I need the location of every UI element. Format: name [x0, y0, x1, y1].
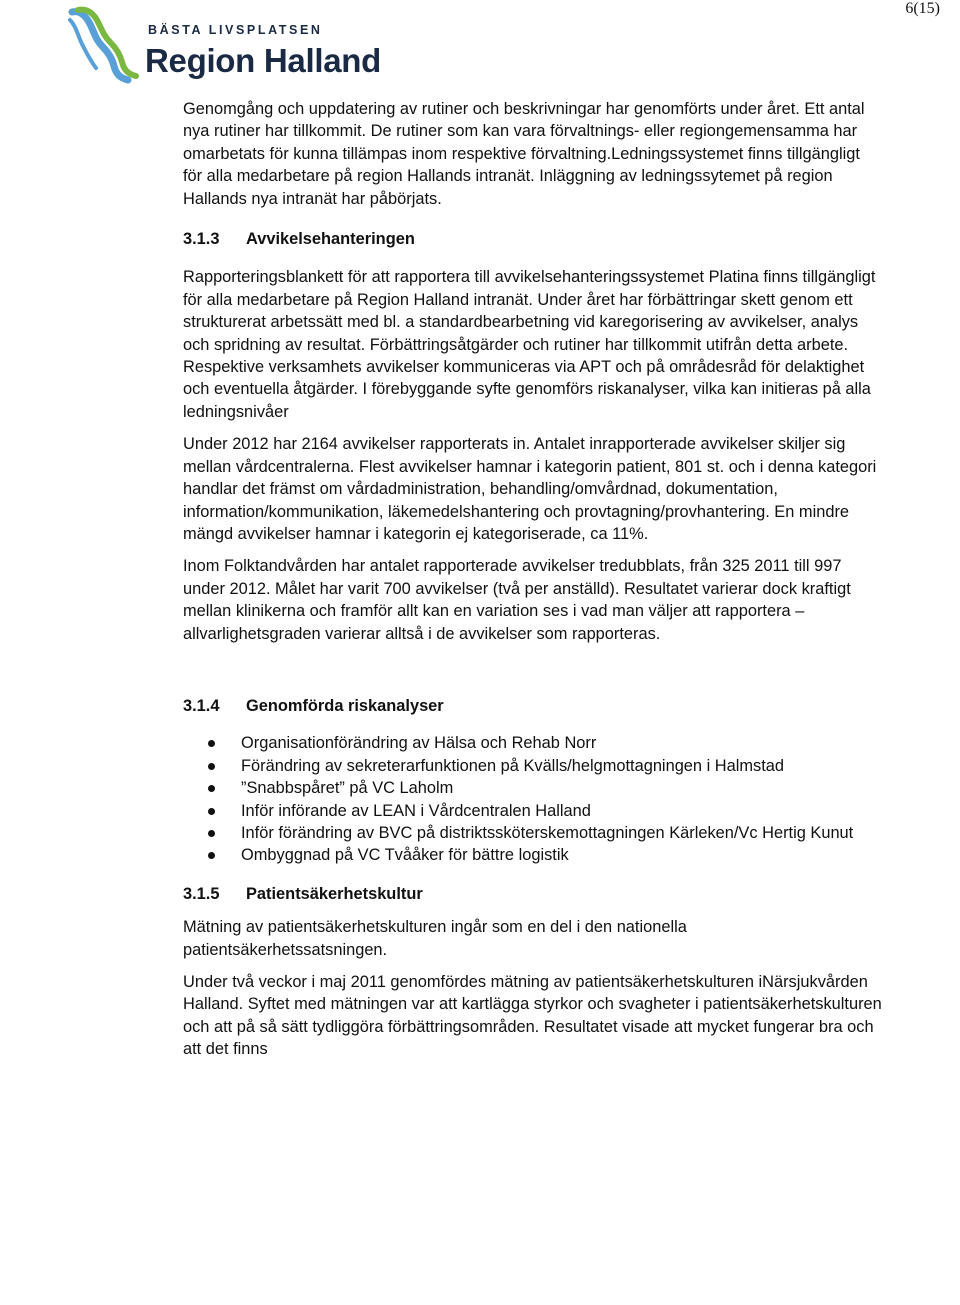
paragraph: Under 2012 har 2164 avvikelser rapporterats in. Antalet inrapporterade avvikelser skiljer sig mellan vårdcentralerna. Flest avvikelser hamnar i kategorin patient, 801 st. och i denna kategori handlar det främst om vårdadministration, behandling/omvårdnad, dokumentation, information/kommunikation, läkemedelshantering och provtagning/provhantering. En mindre mängd avvikelser hamnar i kategorin ej kategoriserade, ca 11%.	[183, 435, 877, 543]
list-item	[183, 844, 883, 866]
section-number: 3.1.5	[183, 884, 220, 903]
section-title: Genomförda riskanalyser	[246, 696, 444, 715]
section-heading-3-1-4	[183, 695, 883, 717]
logo-tagline: BÄSTA LIVSPLATSEN	[148, 23, 323, 37]
list-item	[183, 822, 883, 844]
list-item-text: Organisationförändring av Hälsa och Rehab Norr	[241, 734, 597, 753]
region-halland-logo	[66, 6, 386, 84]
region-halland-logo-mark-icon	[66, 6, 144, 84]
section-heading-3-1-5	[183, 883, 883, 905]
section-title: Patientsäkerhetskultur	[246, 884, 423, 903]
list-item-text: Förändring av sekreterarfunktionen på Kvälls/helgmottagningen i Halmstad	[241, 756, 785, 775]
bullet-icon	[208, 830, 215, 837]
paragraph: Mätning av patientsäkerhetskulturen ingår som en del i den nationella patientsäkerhetssatsningen.	[183, 918, 687, 959]
section-heading-3-1-3	[183, 228, 883, 250]
section-number: 3.1.4	[183, 696, 220, 715]
paragraph: Under två veckor i maj 2011 genomfördes mätning av patientsäkerhetskulturen iNärsjukvården Halland. Syftet med mätningen var att kartlägga styrkor och svagheter i patientsäkerhetskulturen och att på så sätt tydliggöra förbättringsområden. Resultatet visade att mycket fungerar bra och att det finns	[183, 973, 882, 1059]
bullet-icon	[208, 785, 215, 792]
bullet-icon	[208, 740, 215, 747]
bullet-icon	[208, 763, 215, 770]
list-item	[183, 800, 883, 822]
section-title: Avvikelsehanteringen	[246, 230, 415, 249]
risk-analysis-list	[183, 732, 883, 866]
bullet-icon	[208, 808, 215, 815]
list-item	[183, 777, 883, 799]
paragraph: Rapporteringsblankett för att rapportera till avvikelsehanteringssystemet Platina finns tillgängligt för alla medarbetare på Region Halland intranät. Under året har förbättringar skett genom ett strukturerat arbetssätt med bl. a standardbearbetning vid karegorisering av avvikelser, analys och spridning av resultat. Förbättringsåtgärder och rutiner har tillkommit utifrån detta arbete. Respektive verksamhets avvikelser kommuniceras via APT och på områdesråd för delaktighet och eventuella åtgärder. I förebyggande syfte genomförs riskanalyser, vilka kan initieras på alla ledningsnivåer	[183, 268, 876, 421]
logo-name: Region Halland	[145, 42, 381, 79]
paragraph: Inom Folktandvården har antalet rapporterade avvikelser tredubblats, från 325 2011 till 997 under 2012. Målet har varit 700 avvikelser (två per anställd). Resultatet varierar dock kraftigt mellan klinikerna och framför allt kan en variation ses i vad man väljer att rapportera – allvarlighetsgraden varierar alltså i de avvikelser som rapporteras.	[183, 557, 851, 643]
document-body	[183, 98, 883, 1061]
list-item-text: Ombyggnad på VC Tvååker för bättre logistik	[241, 846, 569, 865]
list-item-text: Inför införande av LEAN i Vårdcentralen Halland	[241, 801, 591, 820]
bullet-icon	[208, 852, 215, 859]
list-item	[183, 732, 883, 754]
list-item-text: ”Snabbspåret” på VC Laholm	[241, 779, 454, 798]
list-item-text: Inför förändring av BVC på distriktssköterskemottagningen Kärleken/Vc Hertig Kunut	[241, 823, 854, 842]
intro-paragraph: Genomgång och uppdatering av rutiner och beskrivningar har genomförts under året. Ett antal nya rutiner har tillkommit. De rutiner som kan vara förvaltnings- eller regiongemensamma har omarbetats för kunna tillämpas inom respektive förvaltning.Ledningssystemet finns tillgängligt för alla medarbetare på region Hallands intranät. Inläggning av ledningssytemet på region Hallands nya intranät har påbörjats.	[183, 100, 865, 208]
page-number: 6(15)	[905, 0, 940, 17]
section-number: 3.1.3	[183, 230, 220, 249]
list-item	[183, 755, 883, 777]
